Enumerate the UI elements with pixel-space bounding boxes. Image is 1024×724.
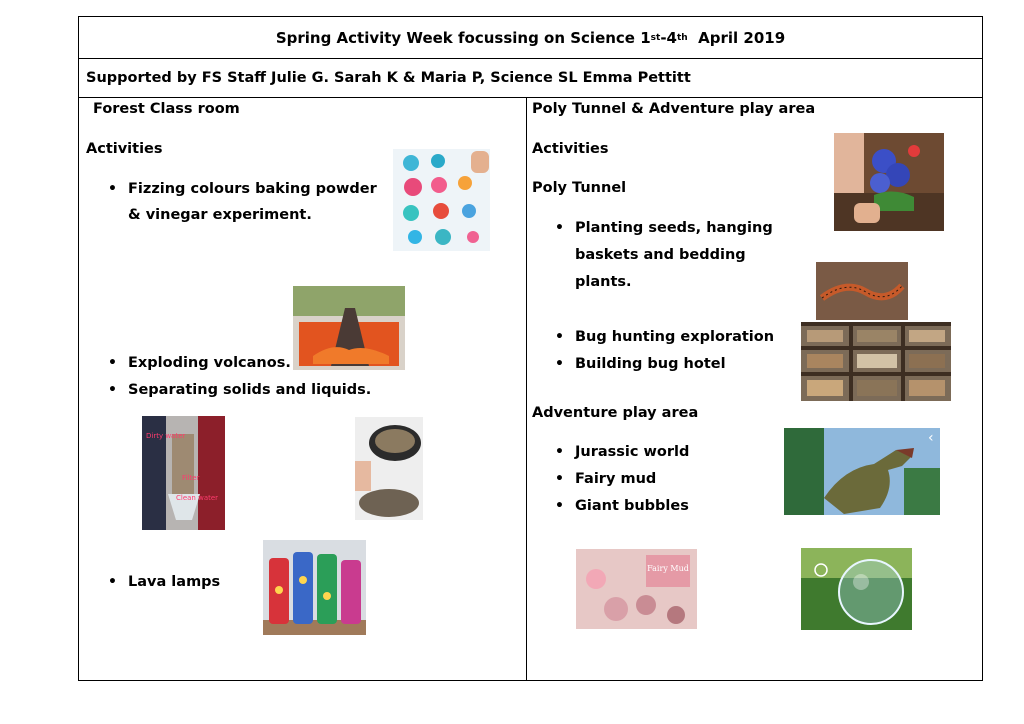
poly-tunnel-adventure-heading: Poly Tunnel & Adventure play area xyxy=(532,101,816,117)
sieve-soil-photo xyxy=(355,417,423,520)
jurassic-world-item: • Jurassic world xyxy=(575,444,689,460)
bug-hotel-item: • Building bug hotel xyxy=(575,356,726,372)
planting-flowers-photo xyxy=(834,133,944,231)
supported-by-text: Supported by FS Staff Julie G. Sarah K & Maria P, Science SL Emma Pettitt xyxy=(86,70,691,86)
giant-bubble-photo xyxy=(801,548,912,630)
separating-solids-item: • Separating solids and liquids. xyxy=(128,382,371,398)
planting-seeds-item-cont: baskets and bedding xyxy=(575,247,746,263)
dinosaur-photo xyxy=(784,428,940,515)
left-activities-label: Activities xyxy=(86,141,163,157)
bug-hunting-item: • Bug hunting exploration xyxy=(575,329,774,345)
title-text: Spring Activity Week focussing on Science 1 xyxy=(275,28,651,47)
fairy-mud-photo xyxy=(576,549,697,629)
svg-text:‹: ‹ xyxy=(928,430,934,446)
planting-seeds-item: • Planting seeds, hanging xyxy=(575,220,773,236)
title-sup-th: th xyxy=(677,32,688,43)
filter-experiment-photo xyxy=(142,416,225,530)
exploding-volcanos-item: • Exploding volcanos. xyxy=(128,355,291,371)
poly-tunnel-label: Poly Tunnel xyxy=(532,180,627,196)
planting-seeds-item-cont2: plants. xyxy=(575,274,632,290)
title-date: April 2019 xyxy=(687,28,786,47)
fizzing-colours-item-cont: & vinegar experiment. xyxy=(128,207,312,223)
fairy-mud-sign-text: Fairy Mud xyxy=(647,564,689,573)
page-title xyxy=(79,17,982,59)
bug-hotel-photo xyxy=(801,322,951,401)
title-sup-st: st xyxy=(650,32,661,43)
volcano-photo xyxy=(293,286,405,370)
filter-label-dirty-water: Dirty water xyxy=(146,432,186,440)
centipede-photo xyxy=(816,262,908,320)
lava-lamps-item: • Lava lamps xyxy=(128,574,220,590)
adventure-play-area-label: Adventure play area xyxy=(532,405,699,421)
forest-classroom-heading: Forest Class room xyxy=(93,101,240,117)
fairy-mud-item: • Fairy mud xyxy=(575,471,656,487)
supported-by xyxy=(79,59,982,98)
fizzing-colours-photo xyxy=(393,149,490,251)
column-divider xyxy=(526,98,527,681)
title-dash: -4 xyxy=(660,28,677,47)
lava-lamps-photo xyxy=(263,540,366,635)
fizzing-colours-item: • Fizzing colours baking powder xyxy=(128,181,377,197)
giant-bubbles-item: • Giant bubbles xyxy=(575,498,689,514)
right-activities-label: Activities xyxy=(532,141,609,157)
filter-label-filter: Filter xyxy=(182,474,200,482)
filter-label-clean-water: Clean water xyxy=(176,494,219,502)
